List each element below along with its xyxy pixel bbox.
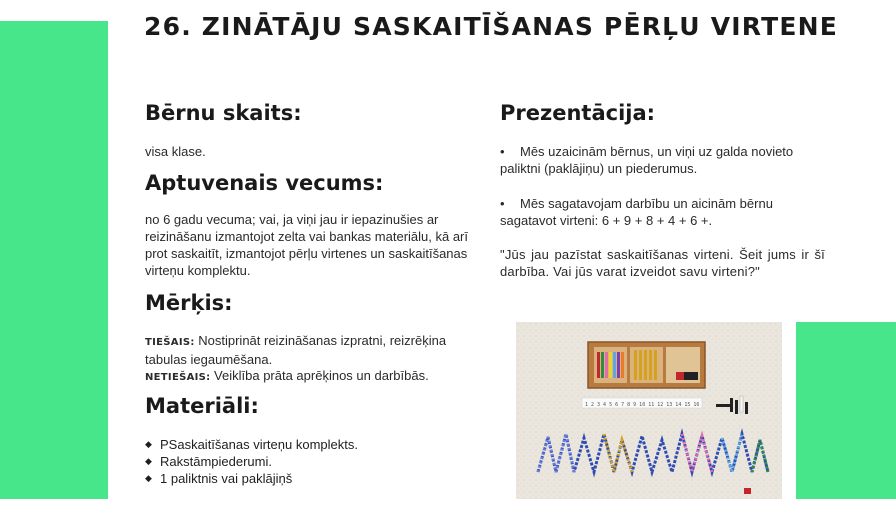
goal-indirect: [145, 367, 475, 386]
presentation-quote: "Jūs jau pazīstat saskaitīšanas virteni. Šeit jums ir šī darbība. Vai jūs varat izveidot savu virteni?": [500, 247, 825, 279]
page-title: 26. ZINĀTĀJU SASKAITĪŠANAS PĒRĻU VIRTENE: [144, 12, 839, 41]
green-side-band-right: [796, 322, 896, 499]
list-item: ◆ PSaskaitīšanas virteņu komplekts.: [145, 436, 358, 453]
presentation-step-1: [500, 143, 825, 177]
age-text: no 6 gadu vecuma; vai, ja viņi jau ir iepazinušies ar reizināšanu izmantojot zelta vai bankas materiālu, kā arī prot saskaitīt, izmantojot pērļu virtenes un saskaitīšanas virteņu komplektu.: [145, 212, 468, 278]
bullet-icon: •: [500, 144, 505, 159]
goal-heading: Mērķis:: [145, 291, 233, 315]
goal-direct: [145, 332, 475, 368]
goal-direct-text: Nostiprināt reizināšanas izpratni, reizrēķina tabulas iegaumēšana.: [145, 333, 447, 367]
bullet-icon: •: [500, 196, 505, 211]
goal-indirect-label: NETIEŠAIS:: [145, 372, 211, 383]
children-count-heading: Bērnu skaits:: [145, 101, 302, 125]
bead-chains-photo-icon: [516, 322, 782, 499]
presentation-step-1-text: Mēs uzaicinām bērnus, un viņi uz galda novieto paliktni (paklājiņu) un piederumus.: [500, 144, 794, 176]
materials-heading: Materiāli:: [145, 394, 259, 418]
svg-text:1 2 3 4 5 6 7 8 9 10 11 12 13: 1 2 3 4 5 6 7 8 9 10 11 12 13 14 15 16: [585, 402, 700, 408]
goal-indirect-text: Veiklība prāta aprēķinos un darbībās.: [210, 368, 429, 383]
materials-list: [145, 436, 358, 487]
presentation-step-2-text: Mēs sagatavojam darbību un aicinām bērnu sagatavot virteni: 6 + 9 + 8 + 4 + 6 +.: [500, 196, 773, 228]
green-side-band-left: [0, 21, 108, 499]
bead-chains-photo: [516, 322, 782, 499]
goal-direct-label: TIEŠAIS:: [145, 337, 195, 348]
presentation-step-2: [500, 195, 825, 229]
list-item: ◆ Rakstāmpiederumi.: [145, 453, 358, 470]
children-count-text: visa klase.: [145, 144, 206, 159]
presentation-heading: Prezentācija:: [500, 101, 656, 125]
list-item: ◆ 1 paliktnis vai paklājiņš: [145, 470, 358, 487]
age-heading: Aptuvenais vecums:: [145, 171, 384, 195]
